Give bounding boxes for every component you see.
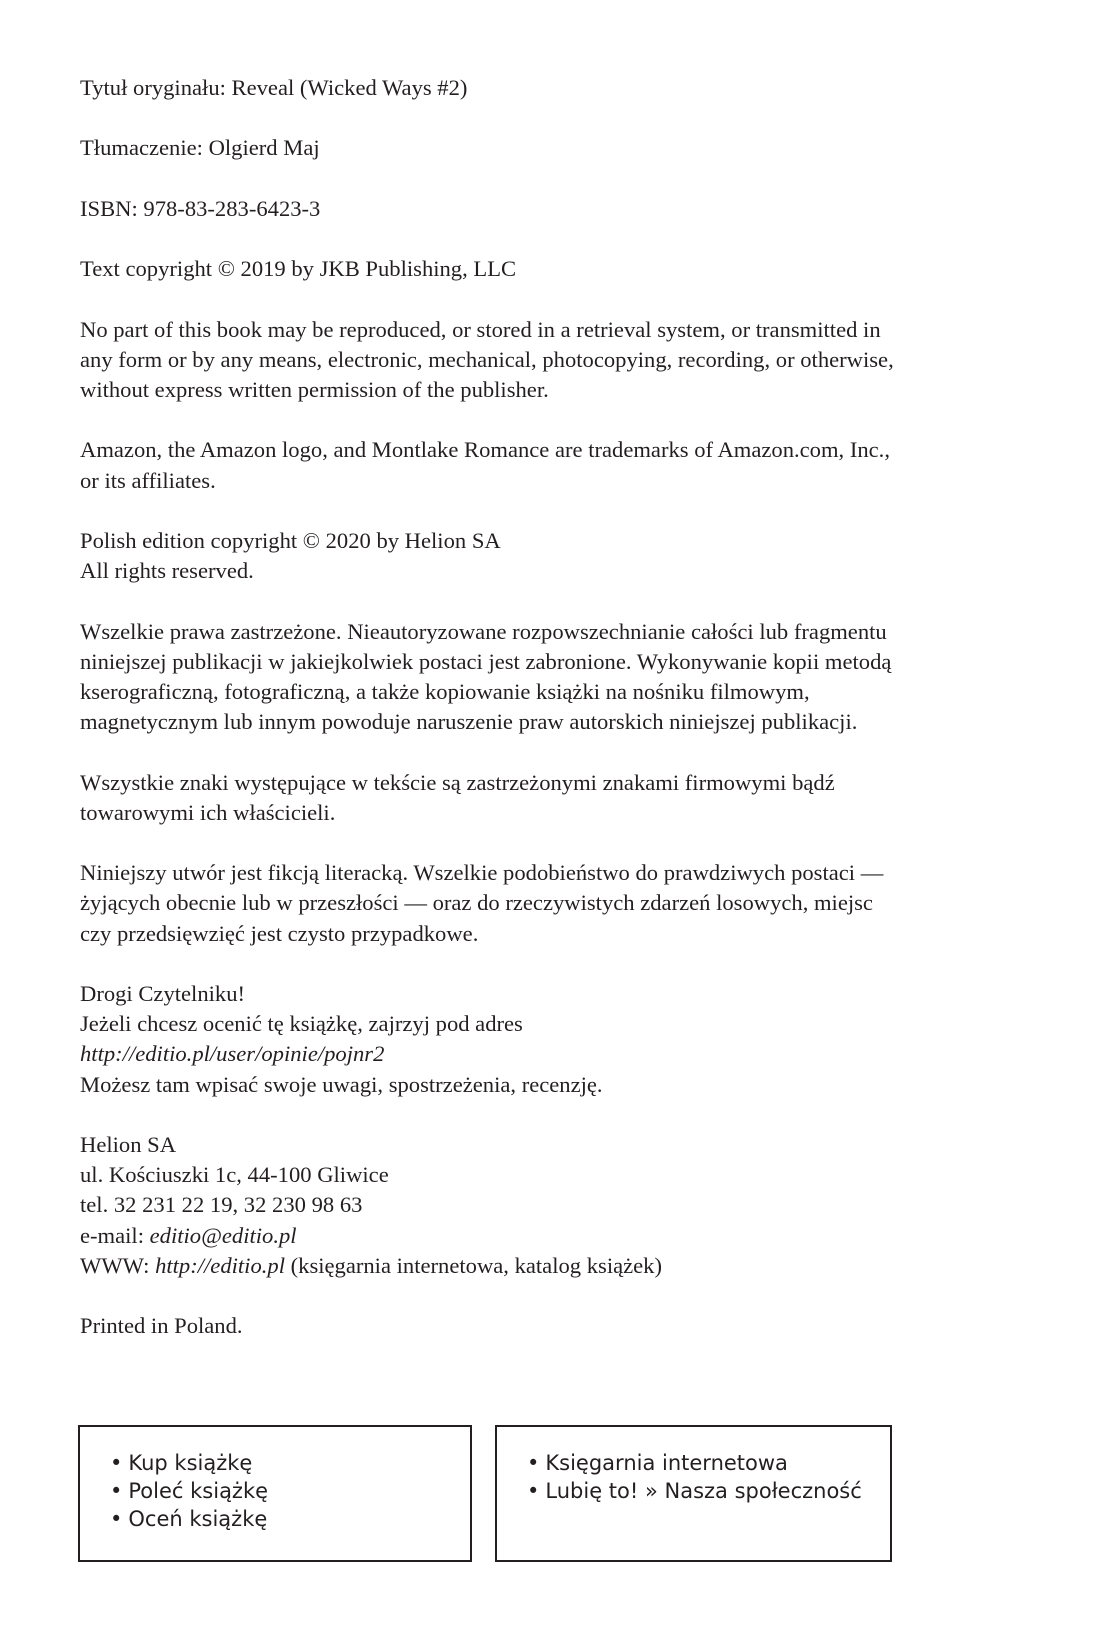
rights-reserved-polish: Wszelkie prawa zastrzeżone. Nieautoryzowane rozpowszechnianie całości lub fragmentu niniejszej publikacji w jakiejkolwiek postaci jest zabronione. Wykonywanie kopii metodą kserograficzną, fotograficzną, a także kopiowanie książki na nośniku filmowym, magnetycznym lub innym powoduje naruszenie praw autorskich niniejszej publikacji. (80, 618, 892, 735)
online-bookstore-link[interactable]: • Księgarnia internetowa (527, 1451, 788, 1475)
community-links-box (495, 1425, 892, 1562)
publisher-www-line: WWW: http://editio.pl (księgarnia internetowa, katalog książek) (80, 1252, 663, 1278)
www-link[interactable]: http://editio.pl (155, 1252, 285, 1278)
copyright-page (80, 73, 1040, 1372)
publisher-address: ul. Kościuszki 1c, 44-100 Gliwice (80, 1162, 389, 1188)
isbn: ISBN: 978-83-283-6423-3 (80, 195, 321, 221)
book-links (78, 1425, 893, 1565)
trademark-notice: Amazon, the Amazon logo, and Montlake Romance are trademarks of Amazon.com, Inc., or its affiliates. (80, 437, 890, 493)
recommend-book-link[interactable]: • Poleć książkę (110, 1479, 269, 1503)
publisher-phone: tel. 32 231 22 19, 32 230 98 63 (80, 1192, 363, 1218)
publisher-info (80, 1130, 1040, 1281)
rate-url-link[interactable]: http://editio.pl/user/opinie/pojnr2 (80, 1041, 385, 1067)
book-actions-box (78, 1425, 472, 1562)
printed-in: Printed in Poland. (80, 1313, 243, 1339)
reproduction-notice: No part of this book may be reproduced, or stored in a retrieval system, or transmitted in any form or by any means, electronic, mechanical, photocopying, recording, or otherwise, without express written permission of the publisher. (80, 316, 894, 402)
polish-edition-copyright: Polish edition copyright © 2020 by Helion SA All rights reserved. (80, 527, 501, 584)
text-copyright: Text copyright © 2019 by JKB Publishing, LLC (80, 256, 517, 282)
email-link[interactable]: editio@editio.pl (149, 1222, 297, 1248)
rate-book-link[interactable]: • Oceń książkę (110, 1507, 268, 1531)
original-title: Tytuł oryginału: Reveal (Wicked Ways #2) (80, 75, 468, 100)
translator: Tłumaczenie: Olgierd Maj (80, 135, 320, 161)
trademarks-polish: Wszystkie znaki występujące w tekście są zastrzeżonymi znakami firmowymi bądź towarowymi ich właścicieli. (80, 769, 835, 825)
buy-book-link[interactable]: • Kup książkę (110, 1451, 253, 1475)
reader-note: Drogi Czytelniku! Jeżeli chcesz ocenić tę książkę, zajrzyj pod adres http://editio.pl/user/opinie/pojnr2 Możesz tam wpisać swoje uwagi, spostrzeżenia, recenzję. (80, 979, 1040, 1100)
publisher-name: Helion SA (80, 1131, 177, 1157)
fiction-disclaimer: Niniejszy utwór jest fikcją literacką. Wszelkie podobieństwo do prawdziwych postaci — żyjących obecnie lub w przeszłości — oraz do rzeczywistych zdarzeń losowych, miejsc czy przedsięwzięć jest czysto przypadkowe. (80, 860, 884, 946)
community-link[interactable]: • Lubię to! » Nasza społeczność (527, 1479, 862, 1503)
publisher-email-line: e-mail: editio@editio.pl (80, 1222, 297, 1248)
